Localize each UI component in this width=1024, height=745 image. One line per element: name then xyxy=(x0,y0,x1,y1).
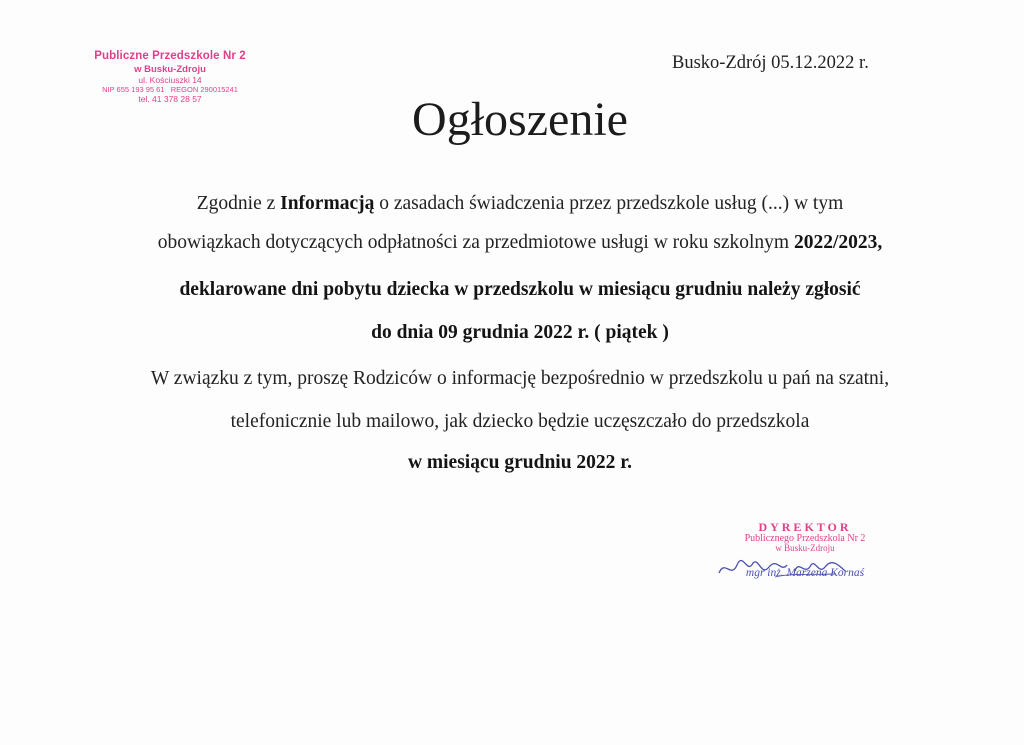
document-title: Ogłoszenie xyxy=(412,93,628,146)
stamp-nip-regon: NIP 655 193 95 61 REGON 290015241 xyxy=(102,85,238,95)
paragraph-line-3 xyxy=(0,279,1024,301)
paragraph-line-7 xyxy=(0,452,1024,474)
stamp-town: w Busku-Zdroju xyxy=(134,63,206,75)
line-1-bold: Informacją xyxy=(280,193,375,214)
paragraph-line-4 xyxy=(0,322,1024,344)
stamp-address: ul. Kościuszki 14 xyxy=(138,75,202,86)
line-6-text: telefonicznie lub mailowo, jak dziecko będzie uczęszczało do przedszkola xyxy=(230,411,810,432)
stamp-phone: tel. 41 378 28 57 xyxy=(138,94,202,105)
paragraph-line-5 xyxy=(0,368,1024,390)
stamp-school-name: Publiczne Przedszkole Nr 2 xyxy=(94,50,246,62)
handwritten-signature xyxy=(715,553,855,583)
line-7-bold: w miesiącu grudniu 2022 r. xyxy=(407,452,633,473)
director-town: w Busku-Zdroju xyxy=(775,543,835,554)
director-role: DYREKTOR xyxy=(758,520,852,534)
line-2-bold: 2022/2023, xyxy=(793,232,883,253)
line-3-bold: deklarowane dni pobytu dziecka w przedszkolu w miesiącu grudniu należy zgłosić xyxy=(179,279,861,300)
paragraph-line-2 xyxy=(0,232,1024,254)
line-5-text: W związku z tym, proszę Rodziców o informację bezpośrednio w przedszkolu u pań na szatni, xyxy=(150,368,890,389)
document-date: Busko-Zdrój 05.12.2022 r. xyxy=(672,53,869,73)
line-1-text-b: o zasadach świadczenia przez przedszkole usług (...) w tym xyxy=(374,193,844,214)
paragraph-line-6 xyxy=(0,411,1024,433)
director-name: mgr inż. Marzena Kornaś xyxy=(745,566,865,579)
director-org: Publicznego Przedszkola Nr 2 xyxy=(744,532,866,544)
line-2-text: obowiązkach dotyczących odpłatności za przedmiotowe usługi w roku szkolnym xyxy=(157,232,794,253)
line-1-text-a: Zgodnie z xyxy=(196,193,281,214)
paragraph-line-1 xyxy=(0,193,1024,215)
line-4-bold: do dnia 09 grudnia 2022 r. ( piątek ) xyxy=(371,322,669,343)
